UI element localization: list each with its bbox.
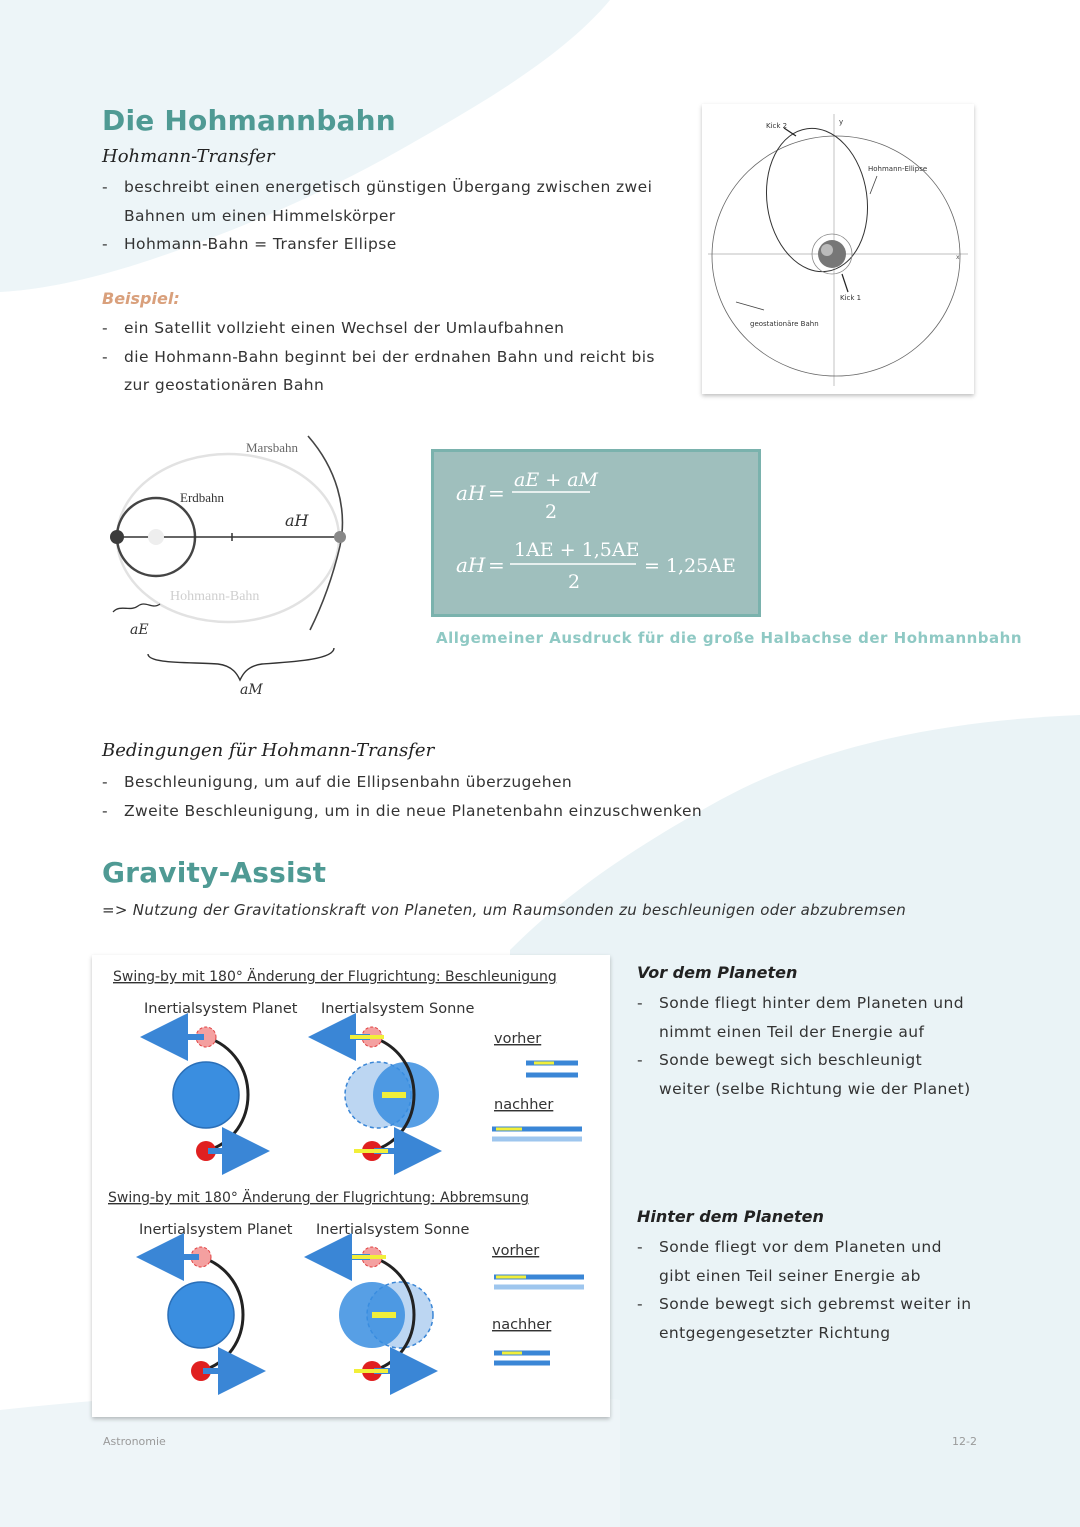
gravity-intro: => Nutzung der Gravitationskraft von Planeten, um Raumsonden zu beschleunigen oder abzubremsen bbox=[102, 901, 907, 919]
semi-major-axis-label: aH bbox=[285, 511, 309, 530]
list-item: - Zweite Beschleunigung, um in die neue Planetenbahn einzuschwenken bbox=[102, 797, 742, 826]
formula-numerator-1: aE + aM bbox=[514, 469, 598, 491]
footer-subject: Astronomie bbox=[103, 1435, 166, 1448]
list-item: - Sonde bewegt sich gebremst weiter in entgegengesetzter Richtung bbox=[637, 1290, 977, 1347]
subtitle-hohmann-transfer: Hohmann-Transfer bbox=[102, 146, 275, 167]
behind-planet-list bbox=[637, 1233, 977, 1347]
formula-numerator-2: 1AE + 1,5AE bbox=[514, 539, 640, 561]
behind-planet-title: Hinter dem Planeten bbox=[637, 1207, 824, 1226]
top-sun-frame-label: Inertialsystem Sonne bbox=[321, 1001, 475, 1017]
top-after-label: nachher bbox=[494, 1097, 554, 1113]
earth-axis-label: aE bbox=[130, 622, 149, 638]
hohmann-bullet-list bbox=[102, 173, 662, 259]
example-label: Beispiel: bbox=[102, 289, 180, 308]
geo-orbit-label: geostationäre Bahn bbox=[750, 320, 819, 328]
list-item: - Sonde fliegt hinter dem Planeten und nimmt einen Teil der Energie auf bbox=[637, 989, 977, 1046]
section-title-hohmann: Die Hohmannbahn bbox=[102, 104, 396, 137]
hohmann-bahn-label: Hohmann-Bahn bbox=[170, 589, 260, 604]
swing-by-diagram bbox=[92, 955, 610, 1417]
list-item: - die Hohmann-Bahn beginnt bei der erdnahen Bahn und reicht bis zur geostationären Bahn bbox=[102, 343, 682, 400]
top-panel-title: Swing-by mit 180° Änderung der Flugrichtung: Beschleunigung bbox=[113, 969, 557, 985]
swing-by-figure bbox=[92, 955, 610, 1417]
orbit-figure bbox=[702, 104, 974, 394]
footer-page-number: 12-2 bbox=[952, 1435, 977, 1448]
formula-denominator-1: 2 bbox=[545, 501, 558, 523]
bottom-after-label: nachher bbox=[492, 1317, 552, 1333]
top-planet-frame-label: Inertialsystem Planet bbox=[144, 1001, 298, 1017]
formula-render bbox=[434, 452, 758, 614]
bottom-panel-title: Swing-by mit 180° Änderung der Flugrichtung: Abbremsung bbox=[108, 1190, 529, 1206]
formula-caption: Allgemeiner Ausdruck für die große Halbachse der Hohmannbahn bbox=[436, 629, 1023, 647]
list-item: - Hohmann-Bahn = Transfer Ellipse bbox=[102, 230, 662, 259]
example-bullet-list bbox=[102, 314, 682, 400]
mars-axis-label: aM bbox=[240, 682, 263, 698]
bottom-planet-frame-label: Inertialsystem Planet bbox=[139, 1222, 293, 1238]
kick2-label: Kick 2 bbox=[766, 122, 788, 130]
formula-result: = 1,25AE bbox=[644, 555, 736, 577]
list-item: - Sonde bewegt sich beschleunigt weiter (selbe Richtung wie der Planet) bbox=[637, 1046, 977, 1103]
mars-transfer-sketch bbox=[100, 428, 360, 706]
x-axis-label: x bbox=[956, 254, 960, 261]
list-item: - beschreibt einen energetisch günstigen Übergang zwischen zwei Bahnen um einen Himmelskörper bbox=[102, 173, 662, 230]
top-before-label: vorher bbox=[494, 1031, 542, 1047]
erdbahn-label: Erdbahn bbox=[180, 490, 225, 505]
formula-lhs-2: aH bbox=[456, 553, 486, 577]
orbit-diagram bbox=[702, 104, 974, 394]
section-title-gravity-assist: Gravity-Assist bbox=[102, 856, 327, 889]
formula-lhs-1: aH bbox=[456, 481, 486, 505]
y-axis-label: y bbox=[839, 118, 844, 126]
kick1-label: Kick 1 bbox=[840, 294, 862, 302]
formula-denominator-2: 2 bbox=[568, 571, 581, 593]
list-item: - Beschleunigung, um auf die Ellipsenbahn überzugehen bbox=[102, 768, 742, 797]
before-planet-title: Vor dem Planeten bbox=[637, 963, 798, 982]
svg-text:=: = bbox=[488, 553, 505, 577]
bottom-sun-frame-label: Inertialsystem Sonne bbox=[316, 1222, 470, 1238]
marsbahn-label: Marsbahn bbox=[246, 440, 298, 455]
formula-box bbox=[431, 449, 761, 617]
conditions-title: Bedingungen für Hohmann-Transfer bbox=[102, 740, 435, 761]
list-item: - ein Satellit vollzieht einen Wechsel der Umlaufbahnen bbox=[102, 314, 682, 343]
list-item: - Sonde fliegt vor dem Planeten und gibt einen Teil seiner Energie ab bbox=[637, 1233, 977, 1290]
svg-text:=: = bbox=[488, 481, 505, 505]
bottom-before-label: vorher bbox=[492, 1243, 540, 1259]
conditions-list bbox=[102, 768, 742, 825]
ellipse-label: Hohmann-Ellipse bbox=[868, 165, 928, 173]
before-planet-list bbox=[637, 989, 977, 1103]
